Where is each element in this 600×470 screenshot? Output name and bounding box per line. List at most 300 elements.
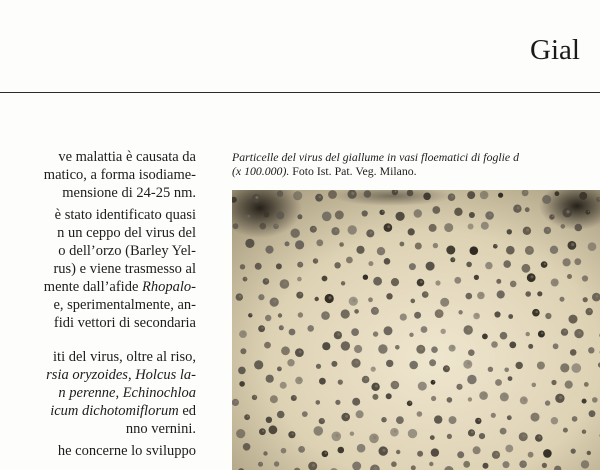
virus-particle [278, 313, 282, 317]
body-text-column [0, 148, 196, 470]
virus-particle [408, 429, 417, 438]
particle-highlight [584, 430, 586, 432]
particle-highlight [255, 196, 258, 199]
micrograph-image [232, 190, 600, 470]
virus-particle [509, 342, 516, 349]
virus-particle [468, 397, 472, 401]
particle-highlight [588, 211, 590, 213]
text-run: Foto Ist. Pat. Veg. Milano. [289, 163, 417, 178]
text-run: n un ceppo del virus del [57, 225, 196, 241]
particle-highlight [529, 248, 532, 251]
virus-particle [588, 347, 594, 353]
virus-particle [396, 450, 400, 454]
virus-particle [498, 193, 503, 198]
virus-particle [582, 430, 586, 434]
text-line [50, 402, 196, 420]
virus-particle [483, 463, 489, 469]
virus-particle [565, 381, 573, 389]
virus-particle [473, 313, 480, 320]
virus-particle [551, 380, 556, 385]
particle-highlight [503, 429, 505, 431]
virus-particle [285, 241, 290, 246]
virus-particle [481, 222, 489, 230]
virus-particle [277, 191, 283, 197]
particle-highlight [483, 193, 486, 196]
virus-particle [239, 381, 245, 387]
particle-highlight [248, 215, 250, 217]
particle-highlight [301, 447, 303, 449]
particle-highlight [541, 332, 543, 334]
virus-particle [245, 239, 254, 248]
virus-particle [339, 242, 344, 247]
text-run: rsia oryzoides [46, 367, 128, 383]
virus-particle [277, 367, 282, 372]
virus-particle [279, 325, 284, 330]
particle-highlight [312, 464, 315, 467]
particle-highlight [452, 346, 454, 348]
virus-particle [264, 212, 270, 218]
virus-particle [258, 294, 264, 300]
virus-particle [246, 215, 251, 220]
virus-particle [508, 314, 513, 319]
virus-particle [277, 411, 285, 419]
particle-highlight [452, 418, 455, 421]
particle-highlight [373, 367, 375, 369]
particle-highlight [351, 192, 354, 195]
virus-particle [560, 363, 569, 372]
virus-particle [456, 384, 462, 390]
virus-particle [297, 277, 302, 282]
virus-particle [545, 313, 551, 319]
particle-highlight [544, 263, 546, 265]
particle-highlight [554, 280, 557, 283]
virus-particle [357, 444, 366, 453]
particle-highlight [299, 350, 302, 353]
virus-particle [429, 359, 436, 366]
virus-particle [561, 224, 566, 229]
particle-highlight [325, 313, 328, 316]
virus-particle [276, 211, 284, 219]
particle-highlight [552, 215, 554, 217]
virus-particle [485, 262, 492, 269]
particle-highlight [335, 434, 338, 437]
virus-particle [571, 449, 576, 454]
virus-particle [409, 333, 413, 337]
virus-particle [525, 207, 530, 212]
particle-highlight [525, 191, 527, 193]
particle-highlight [467, 328, 470, 331]
particle-highlight [370, 231, 373, 234]
particle-highlight [338, 401, 340, 403]
particle-highlight [262, 430, 264, 432]
virus-particle [468, 224, 474, 230]
particle-highlight [571, 243, 574, 246]
virus-particle [582, 275, 588, 281]
text-run: o dell’orzo (Barley Yel- [58, 243, 196, 259]
particle-highlight [538, 436, 541, 439]
virus-particle [289, 329, 296, 336]
virus-particle [431, 396, 436, 401]
virus-particle [293, 191, 302, 200]
particle-highlight [420, 347, 423, 350]
particle-highlight [261, 327, 263, 329]
text-run: Echinochloa [122, 385, 196, 401]
virus-particle [430, 435, 435, 440]
text-run: fidi vettori di secondaria [53, 315, 196, 331]
text-line [44, 278, 196, 296]
text-line [57, 224, 196, 242]
particle-highlight [335, 229, 338, 232]
virus-particle [550, 246, 558, 254]
virus-particle [422, 291, 429, 298]
virus-particle [417, 411, 423, 417]
virus-particle [503, 260, 511, 268]
particle-highlight [382, 449, 385, 452]
particle-highlight [476, 448, 479, 451]
virus-particle [252, 395, 257, 400]
particle-highlight [506, 463, 508, 465]
virus-particle [263, 451, 267, 455]
virus-particle [331, 361, 337, 367]
virus-particle [258, 462, 263, 467]
virus-particle [248, 313, 252, 317]
particle-highlight [395, 190, 397, 192]
text-run: , [127, 367, 136, 383]
text-run: icum dichotomiflorum [50, 403, 179, 419]
virus-particle [255, 263, 262, 270]
particle-highlight [284, 282, 287, 285]
virus-particle [341, 281, 345, 285]
particle-highlight [340, 380, 342, 382]
text-run: è stato identificato quasi [54, 207, 196, 223]
virus-particle [386, 293, 392, 299]
particle-highlight [300, 263, 302, 265]
photo-caption [232, 151, 600, 178]
particle-highlight [394, 383, 397, 386]
particle-highlight [310, 326, 312, 328]
virus-particle [414, 312, 421, 319]
virus-particle [368, 261, 373, 266]
particle-highlight [345, 415, 348, 418]
virus-particle [569, 315, 578, 324]
virus-particle [316, 239, 323, 246]
particle-highlight [279, 367, 281, 369]
text-line [44, 166, 196, 184]
text-line [55, 206, 196, 224]
text-line [58, 242, 196, 260]
virus-particle [372, 394, 378, 400]
virus-particle [319, 418, 325, 424]
virus-particle [322, 212, 332, 222]
virus-particle [274, 461, 279, 466]
virus-particle [426, 262, 435, 271]
virus-particle [584, 382, 589, 387]
particle-highlight [523, 462, 526, 465]
particle-highlight [578, 331, 581, 334]
virus-particle [433, 243, 438, 248]
virus-particle [314, 426, 324, 436]
particle-highlight [235, 400, 238, 403]
virus-particle [423, 193, 431, 201]
virus-particle [466, 293, 473, 300]
particle-highlight [523, 398, 526, 401]
virus-particle [356, 410, 364, 418]
virus-particle [497, 290, 505, 298]
virus-particle [454, 208, 462, 216]
virus-particle [467, 191, 475, 199]
particle-highlight [476, 314, 478, 316]
virus-particle [454, 277, 461, 284]
virus-particle [362, 210, 368, 216]
virus-particle [468, 349, 475, 356]
particle-highlight [337, 333, 340, 336]
virus-particle [407, 190, 414, 196]
particle-highlight [451, 195, 454, 198]
virus-particle [280, 382, 287, 389]
virus-particle [338, 380, 343, 385]
virus-particle [351, 328, 359, 336]
virus-particle [254, 360, 263, 369]
particle-highlight [489, 213, 492, 216]
virus-particle [316, 364, 321, 369]
particle-highlight [555, 345, 557, 347]
virus-particle [297, 214, 302, 219]
virus-particle [587, 451, 591, 455]
virus-particle [549, 214, 554, 219]
virus-particle [243, 277, 248, 282]
text-line [46, 366, 196, 384]
virus-particle [482, 334, 488, 340]
electron-micrograph [232, 190, 600, 470]
particle-highlight [548, 314, 550, 316]
virus-particle [368, 297, 373, 302]
virus-particle [319, 378, 326, 385]
virus-particle [429, 224, 437, 232]
virus-particle [281, 346, 290, 355]
virus-particle [470, 246, 479, 255]
particle-highlight [261, 295, 263, 297]
text-line [126, 420, 196, 438]
particle-highlight [299, 378, 302, 381]
virus-particle [466, 262, 472, 268]
virus-particle [431, 448, 439, 456]
virus-particle [583, 297, 588, 302]
virus-particle [291, 229, 300, 238]
virus-particle [507, 415, 512, 420]
virus-particle [528, 452, 534, 458]
virus-particle [316, 400, 321, 405]
virus-particle [450, 257, 455, 262]
text-run: nno vernini. [125, 421, 196, 437]
particle-highlight [530, 453, 532, 455]
particle-highlight [382, 211, 384, 213]
particle-highlight [353, 299, 356, 302]
particle-highlight [375, 385, 378, 388]
particle-highlight [531, 275, 534, 278]
particle-highlight [365, 377, 368, 380]
particle-highlight [494, 343, 496, 345]
virus-particle [391, 461, 397, 467]
virus-particle [322, 276, 328, 282]
virus-particle [542, 463, 547, 468]
virus-particle [265, 246, 273, 254]
particle-highlight [273, 300, 276, 303]
virus-particle [441, 329, 446, 334]
text-run: matico, a forma isodiame- [43, 167, 196, 183]
virus-particle [276, 263, 282, 269]
particle-highlight [373, 436, 376, 439]
virus-particle [553, 343, 559, 349]
particle-highlight [254, 396, 256, 398]
particle-highlight [420, 281, 423, 284]
virus-particle [378, 344, 387, 353]
virus-particle [384, 326, 393, 335]
virus-particle [493, 244, 498, 249]
text-run: (x 100.000). [232, 163, 290, 178]
particle-highlight [299, 293, 301, 295]
particle-highlight [315, 259, 317, 261]
particle-highlight [239, 295, 242, 298]
virus-particle [386, 393, 392, 399]
virus-particle [447, 397, 453, 403]
text-line [58, 148, 196, 166]
virus-particle [418, 382, 427, 391]
virus-particle [506, 246, 515, 255]
virus-particle [298, 312, 303, 317]
virus-particle [528, 344, 533, 349]
virus-particle [266, 417, 272, 423]
particle-highlight [247, 415, 249, 417]
text-line [58, 384, 196, 402]
text-run: Rhopalo- [142, 279, 196, 295]
virus-particle [322, 342, 330, 350]
virus-particle [572, 363, 582, 373]
virus-particle [542, 195, 551, 204]
particle-highlight [547, 228, 550, 231]
virus-particle [507, 229, 512, 234]
particle-highlight [413, 299, 415, 301]
virus-particle [335, 211, 344, 220]
virus-particle [386, 360, 393, 367]
text-line [62, 184, 196, 202]
virus-particle [302, 411, 308, 417]
virus-particle [543, 449, 552, 458]
virus-particle [467, 375, 476, 384]
virus-particle [381, 417, 386, 422]
virus-particle [334, 262, 340, 268]
particle-highlight [319, 196, 322, 199]
virus-particle [287, 359, 294, 366]
particle-highlight [495, 453, 498, 456]
virus-particle [400, 242, 405, 247]
particle-highlight [535, 311, 538, 314]
text-run: mensione di 24-25 nm. [62, 185, 196, 201]
virus-particle [537, 291, 542, 296]
virus-particle [532, 383, 537, 388]
particle-highlight [504, 395, 507, 398]
virus-particle [281, 448, 287, 454]
text-run: iti del virus, oltre al riso, [53, 349, 196, 365]
particle-highlight [589, 310, 592, 313]
particle-highlight [470, 398, 472, 400]
virus-particle [373, 277, 382, 286]
virus-particle [525, 291, 531, 297]
particle-highlight [398, 450, 400, 452]
virus-particle [475, 418, 481, 424]
virus-particle [431, 346, 438, 353]
virus-particle [295, 240, 304, 249]
virus-particle [431, 380, 436, 385]
virus-particle [592, 397, 598, 403]
virus-particle [570, 349, 577, 356]
particle-highlight [483, 393, 486, 396]
virus-particle [328, 190, 337, 199]
particle-highlight [355, 361, 358, 364]
particle-highlight [349, 258, 351, 260]
particle-highlight [343, 282, 345, 284]
particle-highlight [562, 298, 564, 300]
virus-particle [575, 224, 583, 232]
particle-highlight [517, 206, 520, 209]
virus-particle [409, 263, 416, 270]
text-line [53, 348, 196, 366]
particle-highlight [559, 396, 562, 399]
virus-particle [265, 315, 271, 321]
text-run: , [115, 385, 123, 401]
particle-highlight [534, 415, 537, 418]
particle-highlight [591, 348, 593, 350]
virus-particle [545, 400, 550, 405]
virus-particle [291, 395, 297, 401]
caption-line-1 [232, 151, 600, 165]
particle-highlight [419, 412, 421, 414]
virus-particle [463, 461, 470, 468]
virus-particle [574, 258, 581, 265]
particle-highlight [448, 225, 451, 228]
virus-particle [409, 361, 418, 370]
virus-particle [500, 332, 508, 340]
particle-highlight [564, 330, 567, 333]
virus-particle [356, 246, 364, 254]
particle-highlight [509, 416, 511, 418]
text-run: ed [178, 403, 196, 419]
particle-highlight [245, 278, 247, 280]
virus-particle [341, 341, 350, 350]
particle-highlight [273, 397, 276, 400]
virus-particle [417, 451, 423, 457]
virus-particle [240, 264, 245, 269]
particle-highlight [522, 434, 525, 437]
text-run: mente dall’afide [43, 279, 143, 295]
virus-particle [240, 348, 246, 354]
virus-particle [526, 332, 530, 336]
particle-highlight [313, 227, 315, 229]
particle-highlight [493, 414, 495, 416]
virus-particle [572, 416, 578, 422]
virus-particle [458, 310, 462, 314]
virus-particle [494, 311, 500, 317]
text-line [54, 314, 196, 332]
virus-particle [457, 451, 464, 458]
virus-particle [415, 243, 422, 250]
virus-particle [585, 210, 590, 215]
particle-highlight [260, 463, 262, 465]
particle-highlight [250, 314, 252, 316]
particle-highlight [384, 418, 386, 420]
virus-particle [243, 443, 251, 451]
particle-highlight [467, 362, 470, 365]
virus-particle [496, 279, 501, 284]
